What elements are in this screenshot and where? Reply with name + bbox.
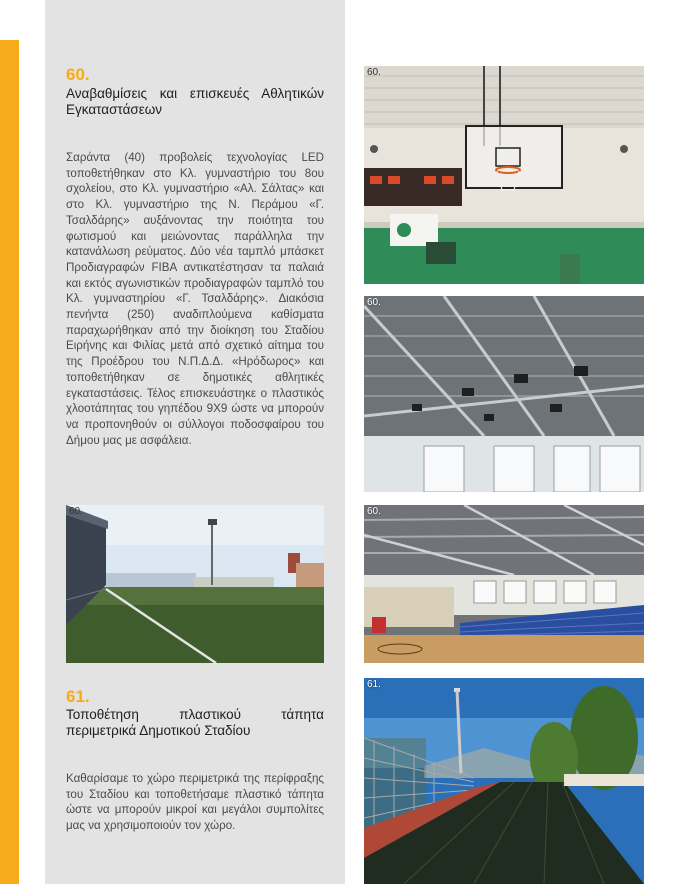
photo-caption: 60. (367, 506, 381, 517)
accent-bar (0, 40, 19, 884)
stadium-perimeter-mat-photo (364, 678, 644, 884)
photo-caption: 60. (367, 67, 381, 78)
photo-caption: 60. (69, 506, 83, 517)
section-60-number: 60. (66, 65, 90, 84)
basketball-backboard-photo (364, 66, 644, 284)
photo-caption: 61. (367, 679, 381, 690)
section-61-title: Τοποθέτηση πλαστικού τάπητα περιμετρικά Δημοτικού Σταδίου (66, 707, 324, 738)
section-61-number: 61. (66, 687, 90, 706)
gym-court-seats-photo (364, 505, 644, 663)
gym-ceiling-lights-photo (364, 296, 644, 492)
football-pitch-photo (66, 505, 324, 663)
section-60-body: Σαράντα (40) προβολείς τεχνολογίας LED τοποθετήθηκαν στο Κλ. γυμναστήριο του 8ου σχολείου, στο Κλ. γυμναστήριο «Αλ. Σάλτας» και στο Κλ. γυμναστήριο της Ν. Περάμου «Γ. Τσαλδάρης» αυξάνοντας την ποιότητα του φωτισμού και μειώνοντας παράλληλα την κατανάλωση ρεύματος. Δύο νέα ταμπλό μπάσκετ Προδιαγραφών FIBA αντικατέστησαν τα παλαιά και εκτός αγωνιστικών προδιαγραφών ταμπλό του Κλ. γυμναστηρίου «Γ. Τσαλδάρης». Διακόσια πενήντα (250) αναδιπλούμενα καθίσματα παραχωρήθηκαν από την διοίκηση του Σταδίου Ειρήνης και Φιλίας μετά από σχετικό αίτημα του της Προέδρου του Ν.Π.Δ.Δ. «Ηρόδωρος» και τοποθετήθηκαν σε δημοτικές αθλητικές εγκαταστάσεις. Τέλος επισκευάστηκε ο πλαστικός χλοοτάπητας του γηπέδου 9Χ9 ώστε να μπορούν να προπονηθούν οι σύλλογοι ποδοσφαίρου του Δήμου μας με ασφάλεια. (66, 151, 324, 447)
section-60-title: Αναβαθμίσεις και επισκευές Αθλητικών Εγκαταστάσεων (66, 86, 324, 117)
section-61-body: Καθαρίσαμε το χώρο περιμετρικά της περίφραξης του Σταδίου και τοποθετήσαμε πλαστικό τάπητα ώστε να μπορούν μικροί και μεγάλοι συμπολίτες μας να χρησιμοποιούν τον χώρο. (66, 772, 324, 833)
photo-caption: 60. (367, 297, 381, 308)
